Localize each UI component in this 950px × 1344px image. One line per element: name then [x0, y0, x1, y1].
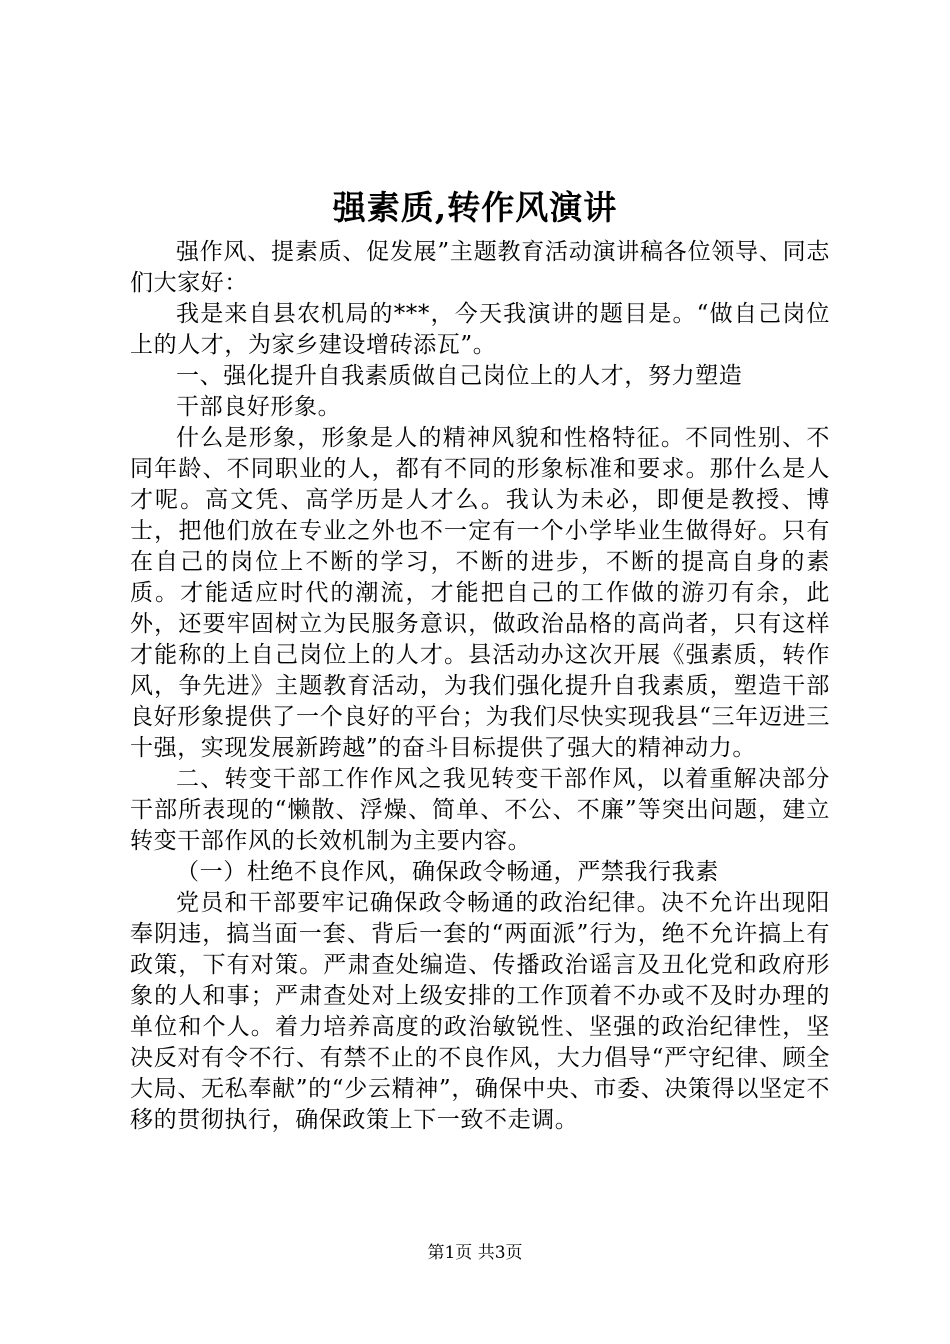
heading-section-1-cont: 干部良好形象。 [176, 394, 342, 420]
paragraph-discipline: 党员和干部要牢记确保政令畅通的政治纪律。决不允许出现阳奉阴违，搞当面一套、背后一套的“两面派”行为，绝不允许搞上有政策，下有对策。严肃查处编造、传播政治谣言及丑化党和政府形象的人和事；严肃查处对上级安排的工作顶着不办或不及时办理的单位和个人。着力培养高度的政治敏锐性、坚强的政治纪律性，坚决反对有令不行、有禁不止的不良作风，大力倡导“严守纪律、顾全大局、无私奉献”的“少云精神”，确保中央、市委、决策得以坚定不移的贯彻执行，确保政策上下一致不走调。 [130, 890, 830, 1133]
paragraph-image: 什么是形象，形象是人的精神风貌和性格特征。不同性别、不同年龄、不同职业的人，都有不同的形象标准和要求。那什么是人才呢。高文凭、高学历是人才么。我认为未必，即便是教授、博士，把他们放在专业之外也不一定有一个小学毕业生做得好。只有在自己的岗位上不断的学习，不断的进步，不断的提高自身的素质。才能适应时代的潮流，才能把自己的工作做的游刃有余，此外，还要牢固树立为民服务意识，做政治品格的高尚者，只有这样才能称的上自己岗位上的人才。县活动办这次开展《强素质，转作风，争先进》主题教育活动，为我们强化提升自我素质，塑造干部良好形象提供了一个良好的平台；为我们尽快实现我县“三年迈进三十强，实现发展新跨越”的奋斗目标提供了强大的精神动力。 [130, 425, 830, 761]
heading-section-1: 一、强化提升自我素质做自己岗位上的人才，努力塑造 [176, 363, 743, 389]
page-footer: 第1页 共3页 [427, 1243, 523, 1263]
paragraph-intro: 我是来自县农机局的***，今天我演讲的题目是。“做自己岗位上的人才，为家乡建设增砖添瓦”。 [130, 301, 830, 358]
document-body [130, 237, 830, 1136]
paragraph-greeting: 强作风、提素质、促发展”主题教育活动演讲稿各位领导、同志们大家好： [130, 239, 830, 296]
heading-section-2: 二、转变干部工作作风之我见转变干部作风，以着重解决部分干部所表现的“懒散、浮燥、简单、不公、不廉”等突出问题，建立转变干部作风的长效机制为主要内容。 [130, 766, 830, 854]
heading-subsection-1: （一）杜绝不良作风，确保政令畅通，严禁我行我素 [176, 859, 719, 885]
document-title: 强素质,转作风演讲 [332, 188, 618, 227]
